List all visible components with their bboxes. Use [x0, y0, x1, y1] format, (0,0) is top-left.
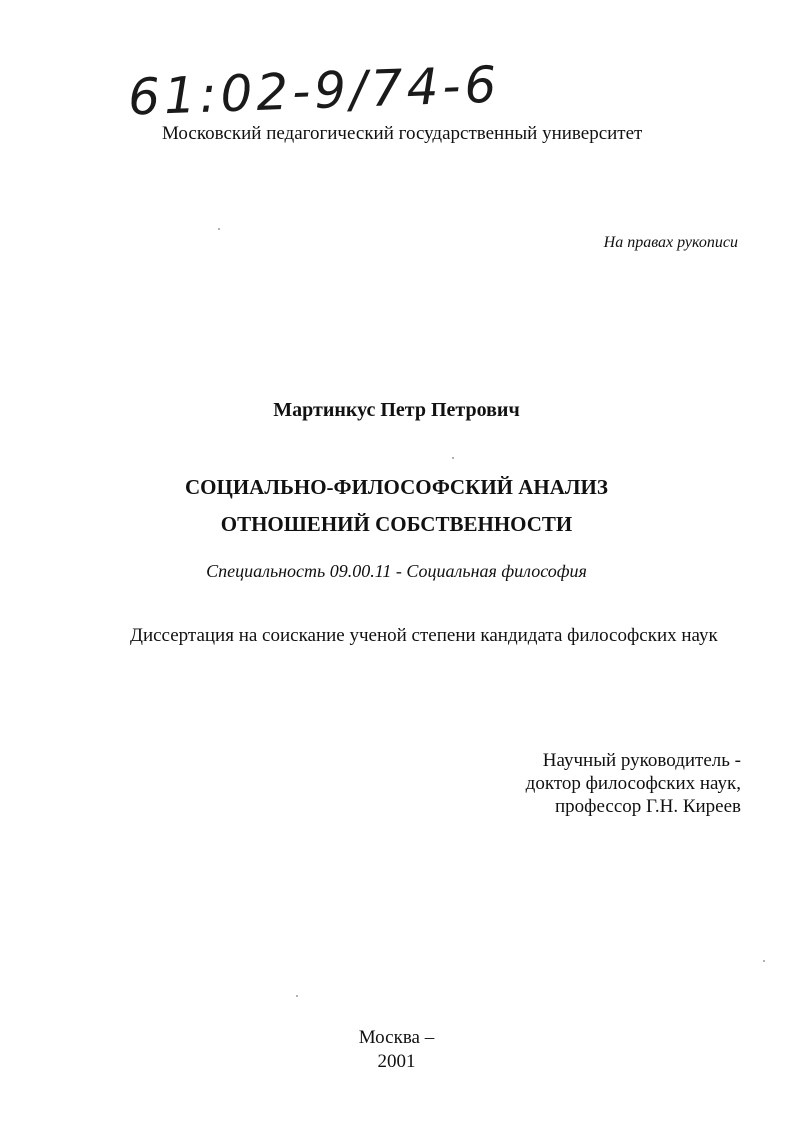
dissertation-title-line-1: СОЦИАЛЬНО-ФИЛОСОФСКИЙ АНАЛИЗ — [185, 475, 608, 499]
scan-speck — [452, 457, 454, 459]
scan-speck — [763, 960, 765, 962]
specialty-line: Специальность 09.00.11 - Социальная философия — [206, 561, 587, 581]
handwritten-library-code: 61:02-9/74-6 — [127, 55, 502, 127]
university-name: Московский педагогический государственный университет — [162, 123, 643, 144]
dissertation-degree-line: Диссертация на соискание ученой степени кандидата философских наук — [130, 625, 718, 646]
dissertation-title-line-2: ОТНОШЕНИЙ СОБСТВЕННОСТИ — [220, 512, 573, 536]
scan-speck — [218, 228, 220, 230]
scan-speck — [296, 995, 298, 997]
manuscript-rights-note: На правах рукописи — [603, 234, 738, 251]
author-name: Мартинкус Петр Петрович — [273, 399, 520, 421]
scientific-advisor-block — [526, 749, 741, 818]
advisor-line-2: доктор философских наук, — [525, 773, 741, 794]
advisor-line-1: Научный руководитель - — [542, 750, 741, 771]
advisor-line-3: профессор Г.Н. Киреев — [555, 796, 741, 817]
city: Москва – — [358, 1027, 435, 1048]
year: 2001 — [377, 1051, 416, 1072]
